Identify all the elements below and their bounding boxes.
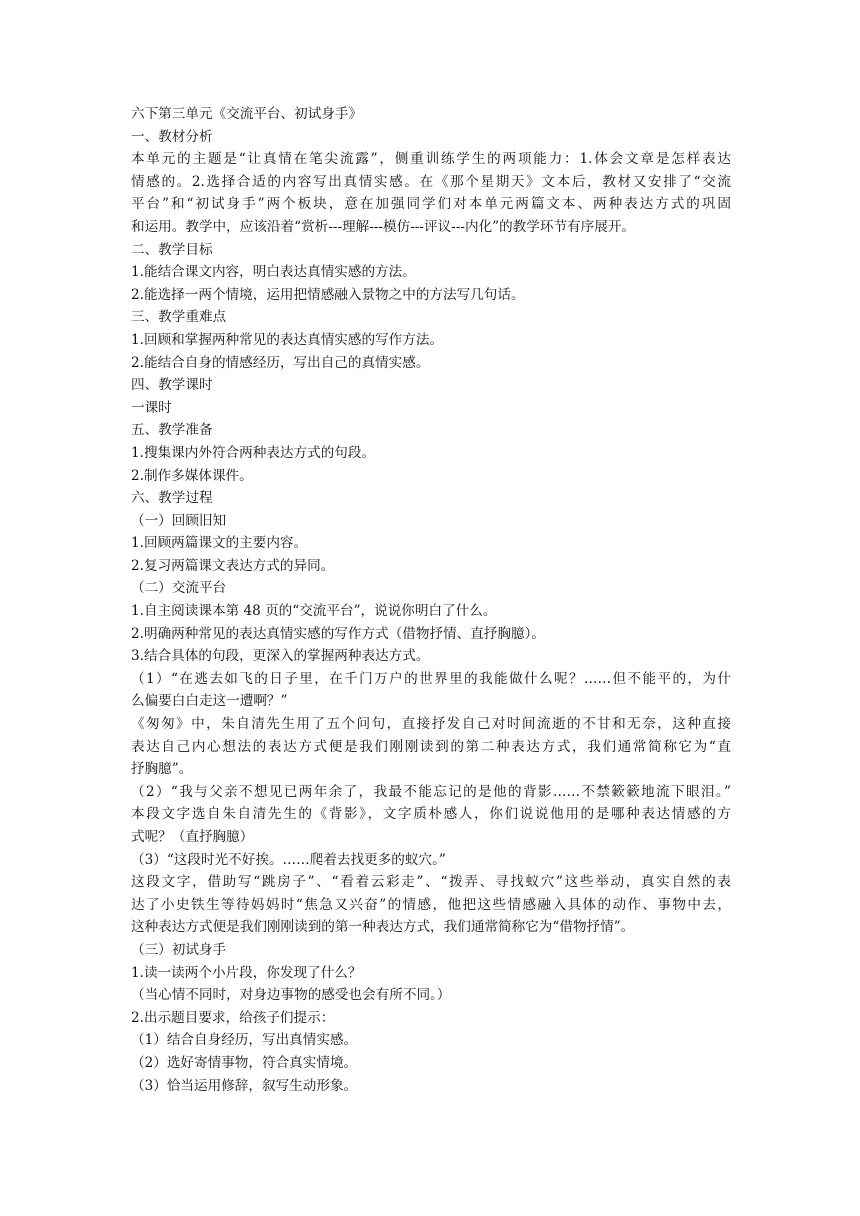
process-item: 2.出示题目要求，给孩子们提示： bbox=[131, 1009, 335, 1026]
document-body bbox=[131, 103, 731, 1097]
paragraph-line: 平台”和“初试身手”两个板块，意在加强同学们对本单元两篇文本、两种表达方式的巩固 bbox=[131, 196, 731, 213]
lesson-count: 一课时 bbox=[131, 399, 172, 416]
prep-item: 2.制作多媒体课件。 bbox=[131, 467, 253, 484]
process-item: （当心情不同时，对身边事物的感受也会有所不同。） bbox=[131, 987, 451, 1004]
process-item: 2.复习两篇课文表达方式的异同。 bbox=[131, 557, 335, 574]
key-point-item: 2.能结合自身的情感经历，写出自己的真情实感。 bbox=[131, 354, 430, 371]
section-heading-3: 三、教学重难点 bbox=[131, 309, 227, 326]
subsection-heading: （三）初试身手 bbox=[131, 941, 227, 958]
quote-line: 本段文字选自朱自清先生的《背影》，文字质朴感人，你们说说他用的是哪种表达情感的方 bbox=[131, 806, 731, 823]
process-item: （2）选好寄情事物，符合真实情境。 bbox=[131, 1054, 358, 1071]
prep-item: 1.搜集课内外符合两种表达方式的句段。 bbox=[131, 444, 376, 461]
process-item: 1.回顾两篇课文的主要内容。 bbox=[131, 535, 308, 552]
quote-line: 式呢？（直抒胸臆） bbox=[131, 829, 254, 845]
subsection-heading: （一）回顾旧知 bbox=[131, 512, 227, 529]
paragraph-line: 情感的。2.选择合适的内容写出真情实感。在《那个星期天》文本后，教材又安排了“交流 bbox=[131, 173, 731, 190]
key-point-item: 1.回顾和掌握两种常见的表达真情实感的写作方法。 bbox=[131, 331, 444, 348]
quote-line: （2）“我与父亲不想见已两年余了，我最不能忘记的是他的背影……不禁簌簌地流下眼泪。” bbox=[131, 783, 731, 800]
process-item: 3.结合具体的句段，更深入的掌握两种表达方式。 bbox=[131, 648, 430, 665]
goal-item: 2.能选择一两个情境，运用把情感融入景物之中的方法写几句话。 bbox=[131, 286, 525, 303]
section-heading-1: 一、教材分析 bbox=[131, 128, 213, 145]
quote-line: （3）“这段时光不好挨。……爬着去找更多的蚁穴。” bbox=[131, 851, 446, 868]
analysis-line: 表达自己内心想法的表达方式便是我们刚刚读到的第二种表达方式，我们通常简称它为“直 bbox=[131, 738, 731, 755]
section-heading-5: 五、教学准备 bbox=[131, 422, 213, 439]
process-item: 2.明确两种常见的表达真情实感的写作方式（借物抒情、直抒胸臆）。 bbox=[131, 625, 545, 642]
document-title: 六下第三单元《交流平台、初试身手》 bbox=[131, 106, 363, 122]
analysis-line: 《匆匆》中，朱自清先生用了五个问句，直接抒发自己对时间流逝的不甘和无奈，这种直接 bbox=[131, 716, 731, 733]
paragraph-line: 和运用。教学中，应该沿着“赏析---理解---模仿---评议---内化”的教学环节有序展开。 bbox=[131, 218, 636, 235]
process-item: 1.读一读两个小片段，你发现了什么？ bbox=[131, 964, 362, 981]
analysis-line: 这段文字，借助写“跳房子”、“看着云彩走”、“拨弄、寻找蚁穴”这些举动，真实自然的表 bbox=[131, 874, 731, 891]
analysis-line: 这种表达方式便是我们刚刚读到的第一种表达方式，我们通常简称它为“借物抒情”。 bbox=[131, 919, 635, 936]
paragraph-line: 本单元的主题是“让真情在笔尖流露”，侧重训练学生的两项能力：1.体会文章是怎样表达 bbox=[131, 151, 731, 168]
process-item: （3）恰当运用修辞，叙写生动形象。 bbox=[131, 1077, 358, 1094]
goal-item: 1.能结合课文内容，明白表达真情实感的方法。 bbox=[131, 264, 416, 281]
quote-line: （1）“在逃去如飞的日子里，在千门万户的世界里的我能做什么呢？……但不能平的，为什 bbox=[131, 670, 731, 687]
process-item: 1.自主阅读课本第 48 页的“交流平台”，说说你明白了什么。 bbox=[131, 603, 497, 620]
subsection-heading: （二）交流平台 bbox=[131, 580, 227, 597]
section-heading-6: 六、教学过程 bbox=[131, 490, 213, 507]
analysis-line: 抒胸臆”。 bbox=[131, 761, 193, 778]
section-heading-2: 二、教学目标 bbox=[131, 241, 213, 258]
analysis-line: 达了小史铁生等待妈妈时“焦急又兴奋”的情感，他把这些情感融入具体的动作、事物中去， bbox=[131, 896, 731, 913]
quote-line: 么偏要白白走这一遭啊？” bbox=[131, 693, 288, 710]
process-item: （1）结合自身经历，写出真情实感。 bbox=[131, 1032, 358, 1049]
section-heading-4: 四、教学课时 bbox=[131, 377, 213, 394]
